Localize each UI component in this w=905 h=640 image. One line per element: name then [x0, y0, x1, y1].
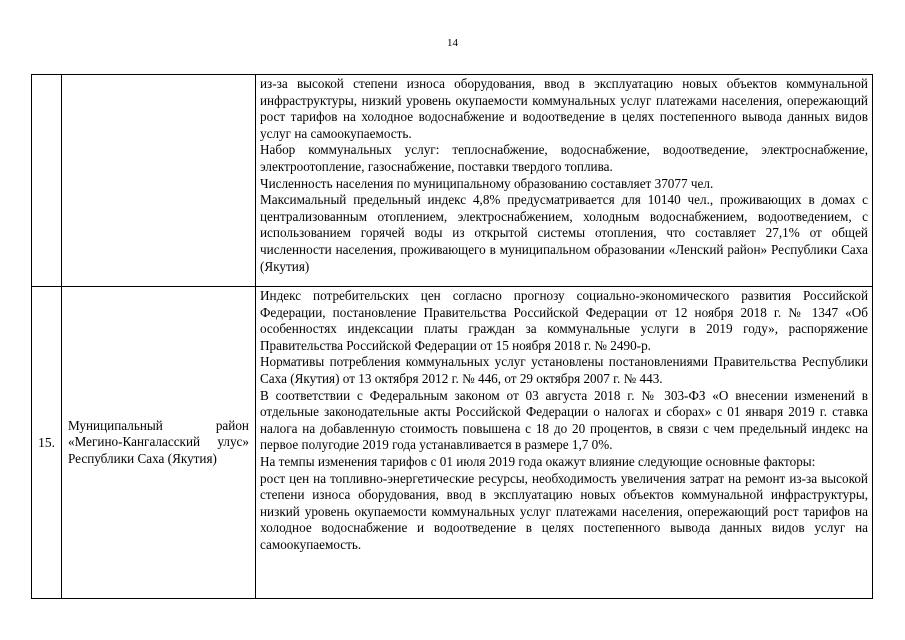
paragraph: Нормативы потребления коммунальных услуг установлены постановлениями Правительства Республики Саха (Якутия) от 13 октября 2012 г. № 446, от 29 октября 2007 г. № 443.	[260, 354, 868, 386]
page-number: 14	[447, 37, 458, 49]
paragraph: Индекс потребительских цен согласно прогнозу социально-экономического развития Российской Федерации, постановление Правительства Российской Федерации от 12 ноября 2018 г. № 1347 «Об особенностях индексации платы граждан за коммунальные услуги в 2019 году», распоряжение Правительства Российской Федерации от 15 ноября 2018 г. № 2490-р.	[260, 288, 868, 353]
paragraph: Набор коммунальных услуг: теплоснабжение, водоснабжение, водоотведение, электроснабжение, электроотопление, газоснабжение, поставки твердого топлива.	[260, 142, 868, 174]
municipality-name-cell	[62, 287, 256, 599]
municipality-name: Муниципальный район «Мегино-Кангаласский улус» Республики Саха (Якутия)	[68, 417, 249, 466]
municipality-name-cell	[62, 75, 256, 287]
description-text	[256, 287, 872, 554]
row-number-cell: 15.	[32, 287, 62, 599]
paragraph: Численность населения по муниципальному образованию составляет 37077 чел.	[260, 175, 714, 191]
paragraph: На темпы изменения тарифов с 01 июля 2019 года окажут влияние следующие основные факторы:	[260, 453, 816, 469]
paragraph: рост цен на топливно-энергетические ресурсы, необходимость увеличения затрат на ремонт из-за высокой степени износа оборудования, ввод в эксплуатацию новых объектов коммунальной инфраструктуры, низкий уровень окупаемости коммунальных услуг платежами населения, опережающий рост тарифов на холодное водоснабжение и водоотведение в целях постепенного вывода данных видов услуг на самоокупаемость.	[260, 470, 868, 552]
description-cell	[256, 75, 873, 287]
description-text	[256, 75, 872, 275]
table-row	[32, 287, 873, 599]
table-row	[32, 75, 873, 287]
description-cell	[256, 287, 873, 599]
row-number-cell	[32, 75, 62, 287]
paragraph: из-за высокой степени износа оборудования, ввод в эксплуатацию новых объектов коммунальной инфраструктуры, низкий уровень окупаемости коммунальных услуг платежами населения, опережающий рост тарифов на холодное водоснабжение и водоотведение в целях постепенного вывода данных видов услуг на самоокупаемость.	[260, 76, 868, 141]
tariff-table	[31, 74, 873, 599]
paragraph: Максимальный предельный индекс 4,8% предусматривается для 10140 чел., проживающих в домах с централизованным отоплением, электроснабжением, холодным водоснабжением, водоотведением, с использованием горячей воды из открытой системы отопления, что составляет 27,1% от общей численности населения, проживающего в муниципальном образовании «Ленский район» Республики Саха (Якутия)	[260, 192, 868, 274]
paragraph: В соответствии с Федеральным законом от 03 августа 2018 г. № 303-ФЗ «О внесении изменений в отдельные законодательные акты Российской Федерации о налогах и сборах» с 01 января 2019 г. ставка налога на добавленную стоимость повышена с 18 до 20 процентов, в связи с чем предельный индекс на первое полугодие 2019 года устанавливается в размере 1,7 0%.	[260, 387, 868, 453]
